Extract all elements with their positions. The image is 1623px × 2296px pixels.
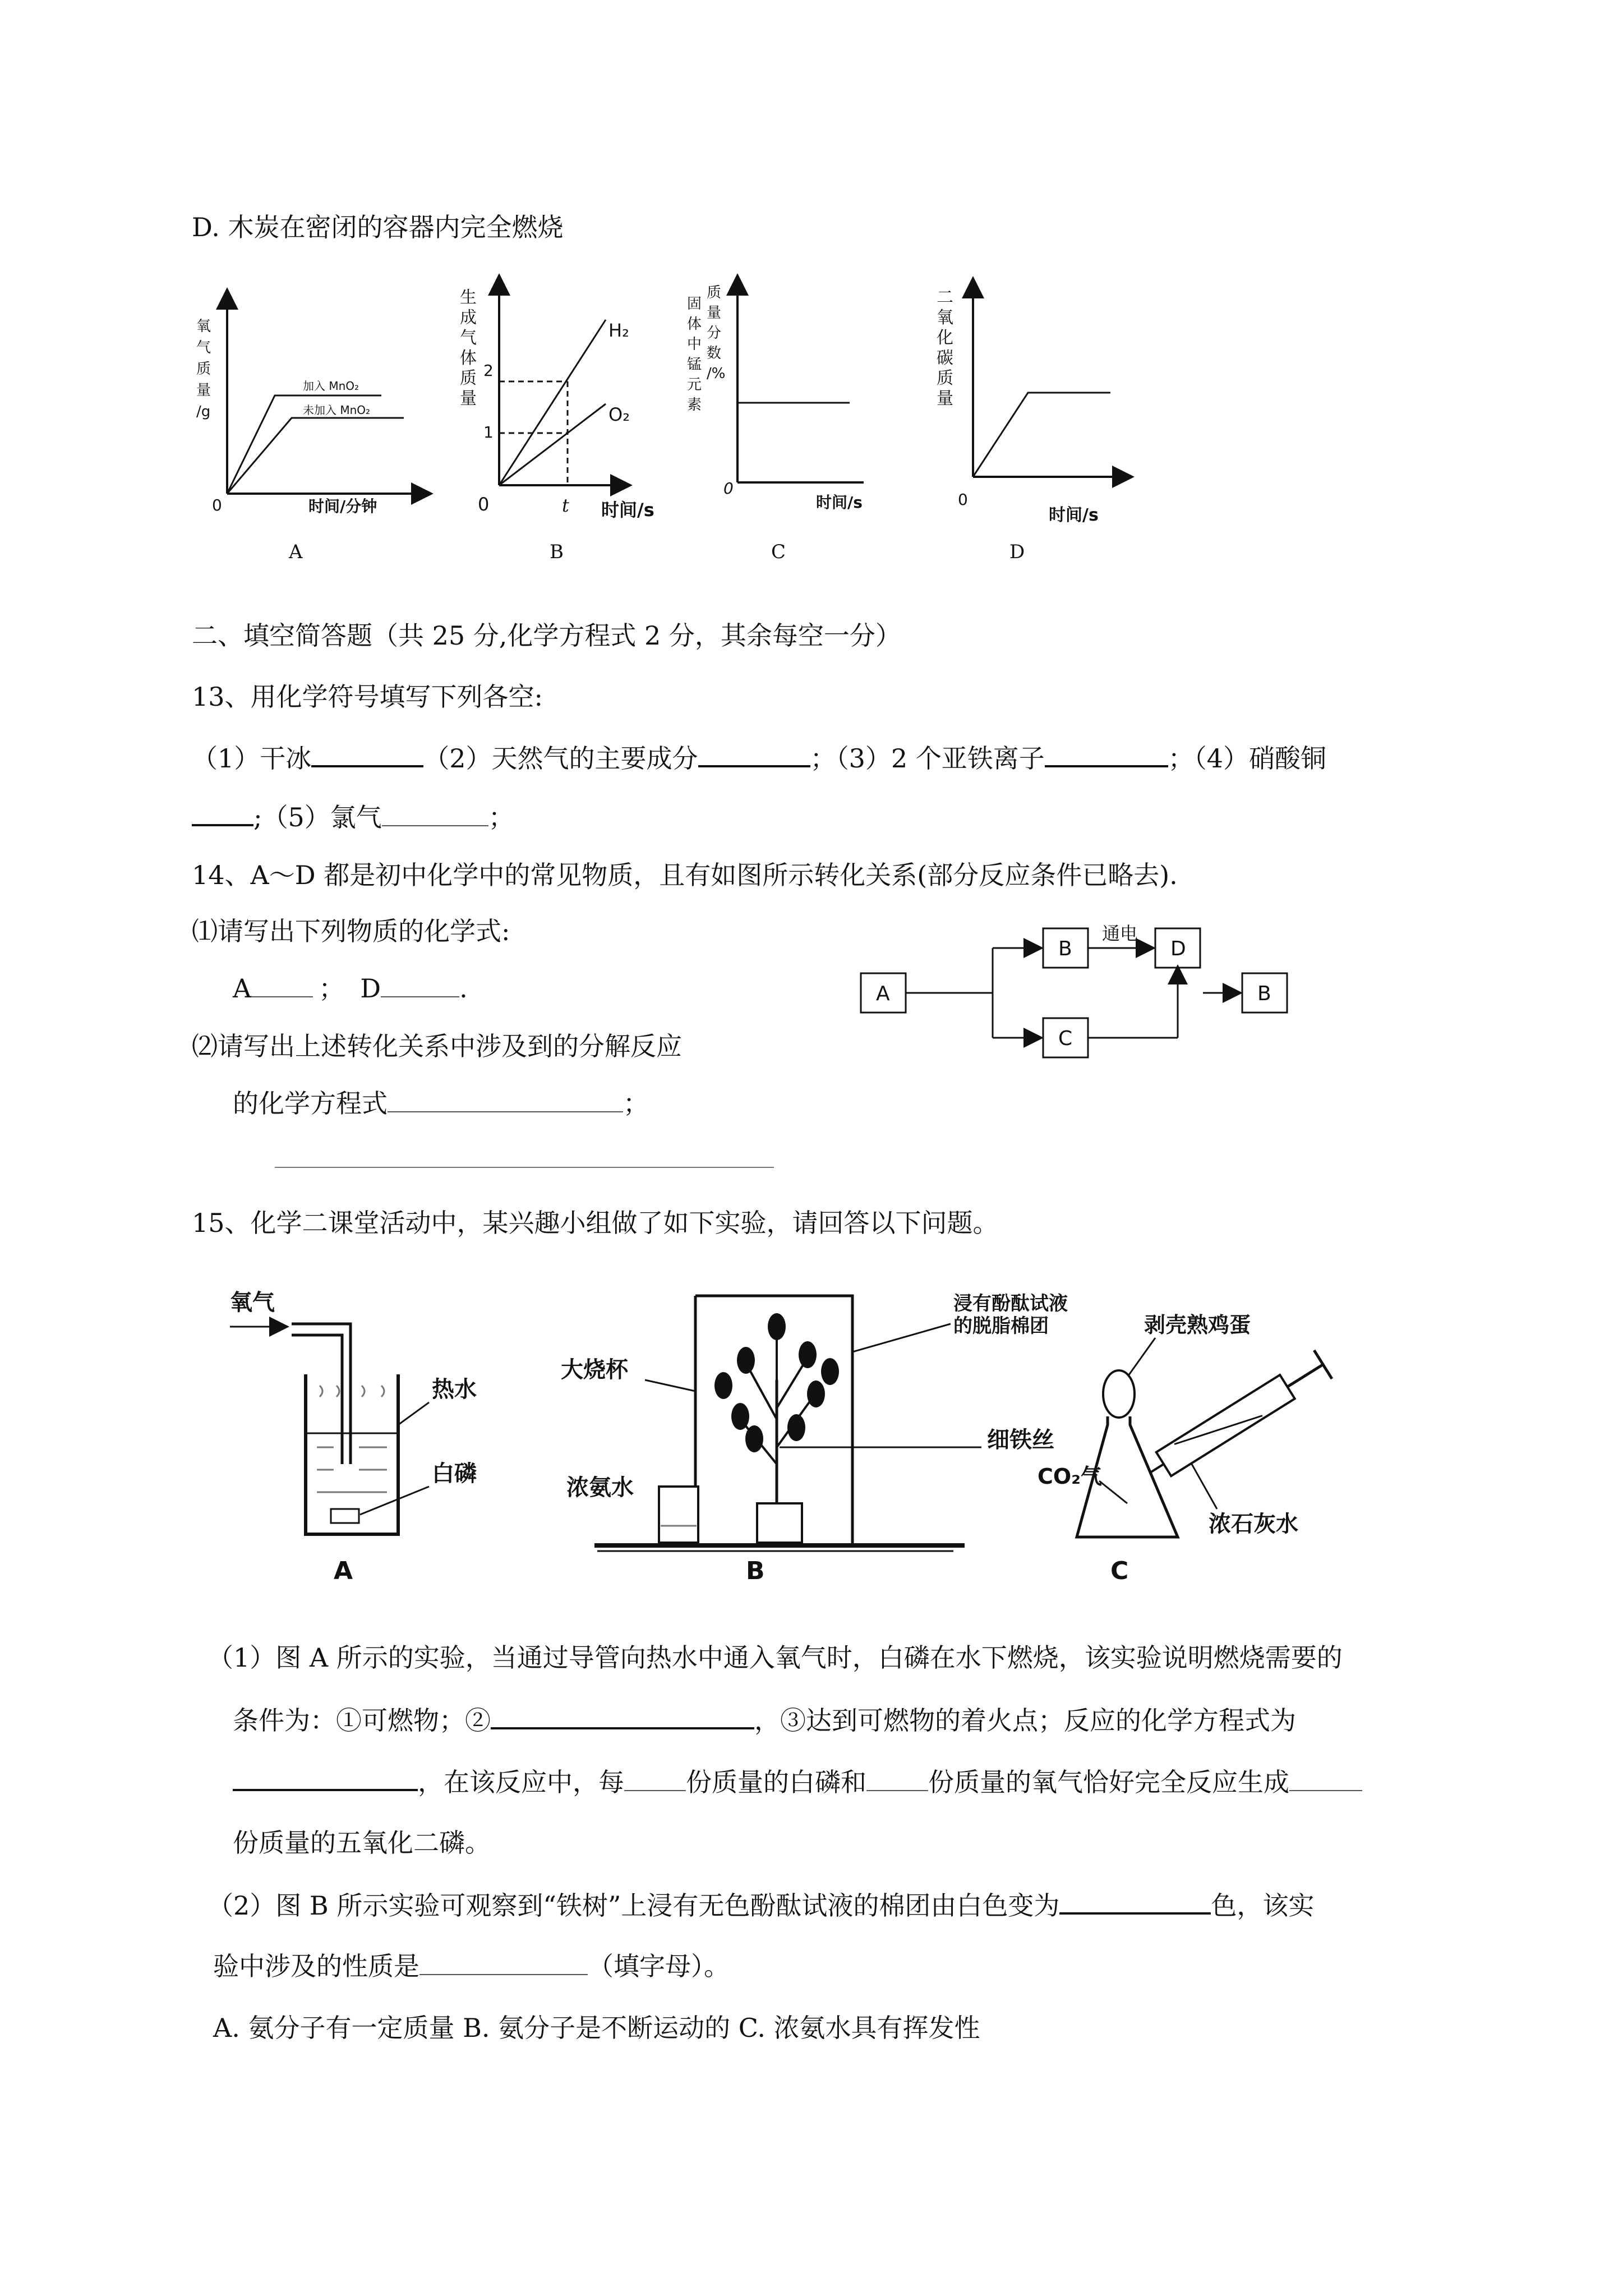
q13-answer-blank-3[interactable]: [1045, 740, 1168, 767]
q15-s1-line-2: [233, 1703, 1296, 1737]
q14-sub2-line-2: [233, 1087, 649, 1120]
graph-b-ylabel-4: 质: [460, 369, 477, 388]
q14-node-b2-label: B: [1257, 982, 1271, 1005]
graph-b-xtick-t: t: [562, 495, 569, 516]
q13-p5-end: ；: [488, 802, 514, 832]
graph-d-curve: [973, 393, 1110, 477]
q13-p3: ；（3）2 个亚铁离子: [810, 743, 1045, 774]
graph-c-ylabel-b1: 量: [707, 305, 722, 321]
q14-equation-blank-1[interactable]: [388, 1087, 623, 1112]
q15-figure-a-label-oxygen: 氧气: [230, 1290, 275, 1315]
q14-sub1-d-label: D: [360, 973, 381, 1004]
q14-equation-blank-2[interactable]: [275, 1167, 774, 1168]
q14-node-a-label: A: [876, 982, 890, 1005]
graph-d-ylabel-5: 量: [937, 389, 953, 408]
graph-d: [937, 280, 1130, 563]
graph-d-caption: D: [1009, 541, 1025, 563]
q13-answer-blank-4[interactable]: [192, 799, 253, 826]
q15-s1-line-3c: 份质量的氧气恰好完全反应生成: [928, 1767, 1289, 1797]
q13-stem: 13、用化学符号填写下列各空:: [192, 682, 543, 712]
q15-figure-b-label-iron-wire: 细铁丝: [987, 1427, 1054, 1453]
graph-d-origin: 0: [958, 490, 968, 509]
q15-figure-b-label-ammonia: 浓氨水: [566, 1475, 634, 1501]
q15-s1-line-2b: ，③达到可燃物的着火点；反应的化学方程式为: [754, 1705, 1296, 1736]
graph-a-xlabel: 时间/分钟: [308, 497, 377, 516]
q13-p2: （2）天然气的主要成分: [423, 743, 698, 774]
q15-figure-b-caption: B: [746, 1557, 765, 1585]
q14-sub2-line-1: ⑵请写出上述转化关系中涉及到的分解反应: [192, 1031, 682, 1061]
graph-b-origin: 0: [478, 494, 490, 515]
q15-s2-line-2b: （填字母）。: [588, 1951, 730, 1981]
graph-b-ytick-2: 2: [483, 361, 494, 380]
q14-sub1: ⑴请写出下列物质的化学式:: [192, 916, 510, 946]
q15-answer-equation[interactable]: [233, 1764, 418, 1791]
graph-c-ylabel-b0: 质: [707, 284, 722, 301]
q14-sub1-sep: ；: [319, 973, 345, 1004]
graph-c: [687, 278, 864, 563]
q15-answer-mass-p[interactable]: [624, 1765, 686, 1791]
q15-figure-b-label-cotton-1: 浸有酚酞试液: [953, 1292, 1068, 1315]
q13-p4: ；（4）硝酸铜: [1168, 743, 1326, 774]
q15-figure-b: [561, 1292, 1068, 1585]
q15-figure-c-syringe: [1141, 1350, 1332, 1487]
q14-conversion-diagram: [858, 920, 1307, 1088]
q15-figure-a: [230, 1290, 477, 1585]
graph-c-ylabel-a4: 元: [687, 376, 702, 393]
q15-experiments-figure: [213, 1279, 1312, 1593]
q15-s1-line-1: （1）图 A 所示的实验，当通过导管向热水中通入氧气时，白磷在水下燃烧，该实验说明燃烧需要的: [208, 1642, 1343, 1673]
q15-stem: 15、化学二课堂活动中，某兴趣小组做了如下实验，请回答以下问题。: [192, 1208, 999, 1238]
graph-b-ylabel-0: 生: [460, 288, 477, 307]
graph-d-xlabel: 时间/s: [1049, 505, 1099, 525]
q15-s2-line-1b: 色，该实: [1211, 1890, 1315, 1921]
q15-figure-b-stand: [757, 1503, 802, 1543]
graph-c-ylabel-a2: 中: [687, 336, 702, 353]
graph-c-ylabel-b2: 分: [707, 325, 722, 342]
graph-c-ylabel-a5: 素: [687, 397, 702, 413]
q15-figure-a-label-phosphorus: 白磷: [432, 1461, 477, 1487]
q13-answer-blank-5[interactable]: [382, 800, 488, 826]
graph-a: [196, 292, 429, 563]
q15-figure-b-label-cotton-2: 的脱脂棉团: [953, 1315, 1049, 1337]
q13-answer-blank-1[interactable]: [311, 740, 423, 767]
graph-a-caption: A: [289, 541, 303, 563]
q15-s1-line-4: 份质量的五氧化二磷。: [233, 1828, 491, 1858]
q14-edge-label-electrolysis: 通电: [1102, 923, 1138, 944]
q15-answer-color[interactable]: [1059, 1888, 1211, 1915]
q13-answer-blank-2[interactable]: [698, 740, 810, 767]
q14-answer-d[interactable]: [381, 972, 459, 997]
graph-a-ylabel-0: 氧: [196, 318, 211, 335]
graph-a-legend-mno2: 加入 MnO₂: [303, 379, 359, 393]
q15-answer-property[interactable]: [419, 1949, 588, 1975]
graph-c-origin: 0: [723, 479, 734, 498]
q14-sub1-a-label: A: [233, 973, 252, 1004]
graph-b-line-h2: [499, 320, 606, 485]
graph-b-line-o2: [499, 404, 606, 485]
graph-c-ylabel-a0: 固: [687, 296, 702, 312]
q15-figure-a-white-phosphorus: [331, 1509, 359, 1523]
graph-b-ylabel-2: 气: [460, 328, 477, 348]
q15-s1-line-2a: 条件为：①可燃物；②: [233, 1705, 491, 1736]
q15-figure-c-egg: [1103, 1370, 1135, 1418]
q15-figure-a-label-hot-water: 热水: [432, 1377, 477, 1402]
section-2-heading: 二、填空简答题（共 25 分,化学方程式 2 分，其余每空一分）: [192, 620, 901, 651]
graph-a-legend-no-mno2: 未加入 MnO₂: [303, 403, 371, 417]
graph-a-origin: 0: [212, 496, 222, 514]
graph-d-ylabel-2: 化: [937, 328, 953, 348]
q14-answer-a[interactable]: [251, 972, 313, 997]
graph-b-ylabel-5: 量: [460, 389, 477, 408]
q15-s2-line-2: [213, 1949, 730, 1983]
graph-a-curve-no-mno2: [227, 418, 404, 494]
graph-d-ylabel-0: 二: [937, 288, 953, 307]
q15-figure-b-label-big-beaker: 大烧杯: [561, 1357, 628, 1383]
q14-node-d-label: D: [1170, 937, 1186, 960]
q15-s2-line-1a: （2）图 B 所示实验可观察到“铁树”上浸有无色酚酞试液的棉团由白色变为: [208, 1890, 1060, 1921]
q15-figure-c-label-egg: 剥壳熟鸡蛋: [1144, 1313, 1251, 1337]
q14-node-b-label: B: [1058, 937, 1072, 960]
graph-b-label-h2: H₂: [608, 320, 629, 341]
graph-a-ylabel-2: 质: [196, 361, 211, 378]
q15-answer-mass-p2o5[interactable]: [1289, 1765, 1362, 1791]
graphs-figure: [196, 269, 1161, 572]
graph-d-ylabel-4: 质: [937, 369, 953, 388]
graph-c-xlabel: 时间/s: [816, 493, 863, 512]
q15-s2-line-2a: 验中涉及的性质是: [213, 1951, 419, 1981]
graph-c-ylabel-a1: 体: [687, 316, 702, 333]
q14-sub1-answers: [233, 972, 468, 1005]
q13-line-2: [192, 799, 514, 834]
q14-stem: 14、A～D 都是初中化学中的常见物质，且有如图所示转化关系(部分反应条件已略去).: [192, 860, 1178, 890]
q14-sub2-end: ；: [623, 1088, 649, 1119]
graph-a-ylabel-3: 量: [196, 382, 211, 399]
graph-b-ylabel-3: 体: [460, 348, 477, 368]
q13-p5: ;（5）氯气: [253, 802, 382, 832]
graph-c-caption: C: [771, 541, 786, 563]
q15-figure-c-caption: C: [1110, 1557, 1129, 1585]
q15-answer-mass-o2[interactable]: [866, 1765, 928, 1791]
q15-figure-c-label-co2: CO₂气: [1038, 1464, 1102, 1489]
q12-option-d: D. 木炭在密闭的容器内完全燃烧: [192, 212, 564, 242]
q15-figure-b-ammonia-beaker: [659, 1487, 698, 1543]
q15-figure-c: [1038, 1313, 1332, 1585]
graph-a-ylabel-4: /g: [196, 403, 211, 420]
q15-s2-line-1: [208, 1888, 1314, 1922]
q15-s1-line-3b: 份质量的白磷和: [686, 1767, 866, 1797]
q15-figure-c-label-limewater: 浓石灰水: [1209, 1511, 1298, 1537]
graph-d-ylabel-1: 氧: [937, 308, 953, 328]
q14-sub1-end: .: [459, 973, 468, 1004]
q14-node-c-label: C: [1058, 1027, 1073, 1050]
graph-b-xlabel: 时间/s: [601, 499, 654, 521]
q15-s2-options: A. 氨分子有一定质量 B. 氨分子是不断运动的 C. 浓氨水具有挥发性: [213, 2013, 980, 2043]
graph-c-ylabel-b3: 数: [707, 345, 722, 362]
q13-line-1: [192, 740, 1326, 775]
graph-b-label-o2: O₂: [608, 404, 630, 425]
graph-b-ytick-1: 1: [483, 423, 494, 441]
q13-p1: （1）干冰: [192, 743, 312, 774]
graph-d-ylabel-3: 碳: [937, 348, 953, 368]
q14-sub2-label: 的化学方程式: [233, 1088, 388, 1119]
graph-b-ylabel-1: 成: [460, 308, 477, 328]
graph-a-ylabel-1: 气: [196, 339, 211, 356]
graph-b: [460, 278, 654, 563]
q15-answer-condition[interactable]: [491, 1703, 754, 1729]
graph-c-ylabel-b4: /%: [707, 365, 726, 382]
graph-c-ylabel-a3: 锰: [687, 356, 702, 373]
q15-s1-line-3a: ，在该反应中，每: [418, 1767, 624, 1797]
graph-b-caption: B: [550, 541, 564, 563]
q15-s1-line-3: [233, 1764, 1362, 1799]
q15-figure-a-caption: A: [334, 1557, 353, 1585]
